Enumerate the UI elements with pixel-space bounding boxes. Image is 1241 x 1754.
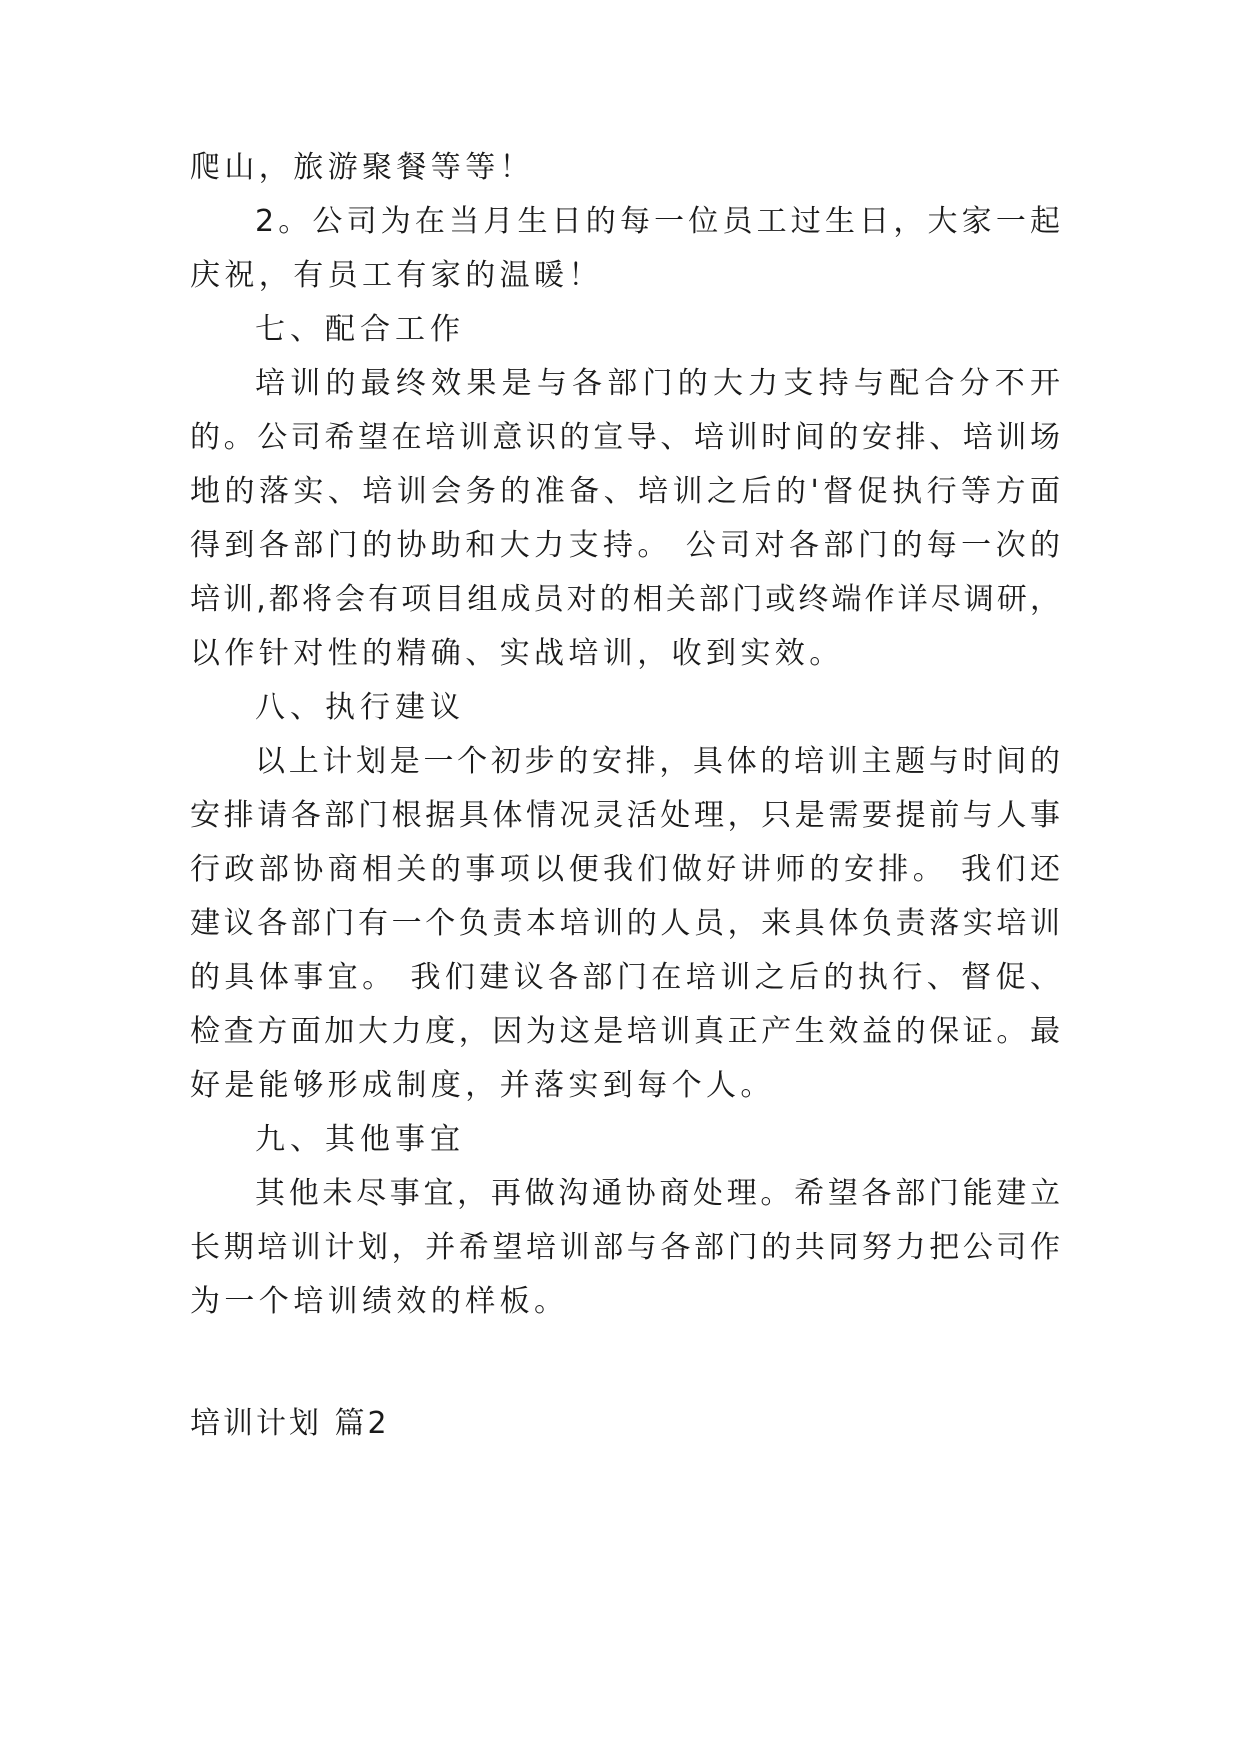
paragraph-line: 安排请各部门根据具体情况灵活处理，只是需要提前与人事 [190, 798, 1060, 833]
section-heading: 七、配合工作 [255, 312, 465, 347]
paragraph-line: 以上计划是一个初步的安排，具体的培训主题与时间的 [255, 744, 1060, 779]
paragraph-line: 的。公司希望在培训意识的宣导、培训时间的安排、培训场 [190, 420, 1060, 455]
section-heading: 九、其他事宜 [255, 1122, 465, 1157]
paragraph-line: 长期培训计划，并希望培训部与各部门的共同努力把公司作 [190, 1230, 1060, 1265]
paragraph-line: 爬山，旅游聚餐等等！ [190, 150, 534, 185]
paragraph-line: 培训的最终效果是与各部门的大力支持与配合分不开 [255, 366, 1060, 401]
paragraph-line: 行政部协商相关的事项以便我们做好讲师的安排。 我们还 [190, 852, 1060, 887]
paragraph-line: 地的落实、培训会务的准备、培训之后的'督促执行等方面 [190, 474, 1060, 509]
next-section-title: 培训计划 篇2 [190, 1406, 390, 1441]
paragraph-line: 得到各部门的协助和大力支持。 公司对各部门的每一次的 [190, 528, 1060, 563]
paragraph-line: 好是能够形成制度，并落实到每个人。 [190, 1068, 775, 1103]
paragraph-line: 庆祝，有员工有家的温暖！ [190, 258, 603, 293]
section-heading: 八、执行建议 [255, 690, 465, 725]
paragraph-line: 其他未尽事宜，再做沟通协商处理。希望各部门能建立 [255, 1176, 1060, 1211]
paragraph-line: 2。公司为在当月生日的每一位员工过生日，大家一起 [255, 204, 1060, 239]
paragraph-line: 为一个培训绩效的样板。 [190, 1284, 569, 1319]
paragraph-line: 培训,都将会有项目组成员对的相关部门或终端作详尽调研， [190, 582, 1060, 617]
paragraph-line: 的具体事宜。 我们建议各部门在培训之后的执行、督促、 [190, 960, 1060, 995]
paragraph-line: 检查方面加大力度，因为这是培训真正产生效益的保证。最 [190, 1014, 1060, 1049]
paragraph-line: 建议各部门有一个负责本培训的人员，来具体负责落实培训 [190, 906, 1060, 941]
paragraph-line: 以作针对性的精确、实战培训，收到实效。 [190, 636, 844, 671]
